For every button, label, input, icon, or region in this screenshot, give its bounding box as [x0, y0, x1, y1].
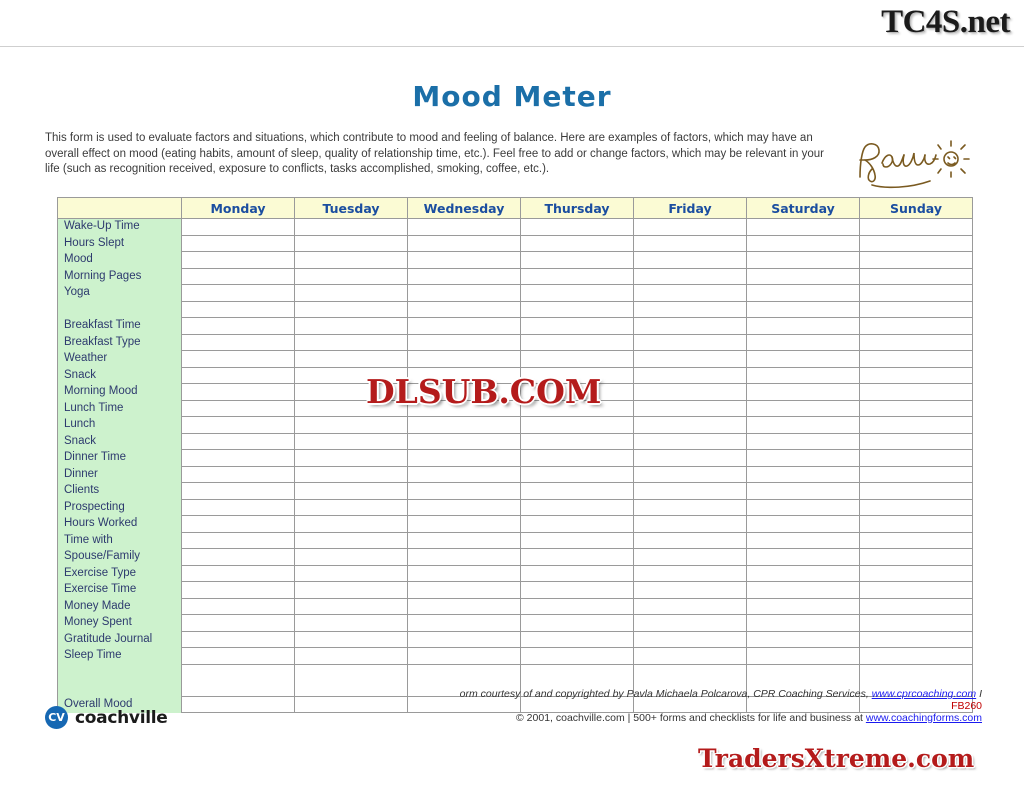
grid-cell[interactable] — [295, 301, 408, 318]
grid-cell[interactable] — [747, 615, 860, 632]
grid-cell[interactable] — [860, 499, 973, 516]
grid-cell[interactable] — [860, 648, 973, 665]
tradersxtreme-watermark: TradersXtreme.com — [698, 744, 975, 773]
grid-cell[interactable] — [408, 466, 521, 483]
grid-cell[interactable] — [747, 285, 860, 302]
grid-cell[interactable] — [860, 252, 973, 269]
grid-cell[interactable] — [747, 532, 860, 549]
row-label: Time with — [58, 532, 182, 549]
grid-cell[interactable] — [295, 235, 408, 252]
grid-cell[interactable] — [747, 301, 860, 318]
grid-cell[interactable] — [521, 516, 634, 533]
table-row — [58, 648, 973, 665]
grid-cell[interactable] — [521, 532, 634, 549]
column-header-sunday: Sunday — [860, 198, 973, 219]
grid-cell[interactable] — [634, 631, 747, 648]
grid-cell[interactable] — [182, 219, 295, 236]
grid-cell[interactable] — [860, 235, 973, 252]
grid-cell[interactable] — [182, 631, 295, 648]
grid-cell[interactable] — [408, 549, 521, 566]
grid-cell[interactable] — [408, 252, 521, 269]
grid-cell[interactable] — [408, 235, 521, 252]
grid-cell[interactable] — [634, 400, 747, 417]
table-head — [58, 198, 973, 219]
grid-cell[interactable] — [634, 268, 747, 285]
grid-cell[interactable] — [634, 433, 747, 450]
grid-cell[interactable] — [295, 417, 408, 434]
table-row — [58, 532, 973, 549]
row-label: Lunch Time — [58, 400, 182, 417]
grid-cell[interactable] — [634, 499, 747, 516]
table-row — [58, 252, 973, 269]
grid-cell[interactable] — [182, 400, 295, 417]
column-header-saturday: Saturday — [747, 198, 860, 219]
row-label: Dinner — [58, 466, 182, 483]
grid-cell[interactable] — [408, 615, 521, 632]
row-label: Sleep Time — [58, 648, 182, 665]
row-label: Snack — [58, 367, 182, 384]
grid-cell[interactable] — [860, 301, 973, 318]
grid-cell[interactable] — [634, 301, 747, 318]
copyright-line — [430, 712, 982, 724]
table-row — [58, 483, 973, 500]
grid-cell[interactable] — [521, 631, 634, 648]
row-label: Morning Pages — [58, 268, 182, 285]
grid-cell[interactable] — [634, 483, 747, 500]
grid-cell[interactable] — [182, 696, 295, 713]
grid-cell[interactable] — [634, 384, 747, 401]
grid-cell[interactable] — [634, 285, 747, 302]
column-header-friday: Friday — [634, 198, 747, 219]
credit-suffix: I — [976, 688, 982, 700]
grid-cell[interactable] — [295, 664, 408, 680]
grid-cell[interactable] — [747, 318, 860, 335]
grid-cell[interactable] — [408, 301, 521, 318]
row-label: Spouse/Family — [58, 549, 182, 566]
grid-cell[interactable] — [182, 648, 295, 665]
table-row — [58, 334, 973, 351]
grid-cell[interactable] — [747, 466, 860, 483]
grid-cell[interactable] — [634, 516, 747, 533]
grid-cell[interactable] — [747, 499, 860, 516]
grid-cell[interactable] — [295, 631, 408, 648]
grid-cell[interactable] — [295, 334, 408, 351]
table-row — [58, 235, 973, 252]
grid-cell[interactable] — [408, 219, 521, 236]
grid-cell[interactable] — [634, 615, 747, 632]
grid-cell[interactable] — [182, 598, 295, 615]
grid-cell[interactable] — [182, 615, 295, 632]
grid-cell[interactable] — [182, 549, 295, 566]
grid-cell[interactable] — [521, 417, 634, 434]
grid-cell[interactable] — [747, 664, 860, 680]
grid-cell[interactable] — [860, 664, 973, 680]
grid-cell[interactable] — [182, 680, 295, 696]
grid-cell[interactable] — [860, 433, 973, 450]
grid-cell[interactable] — [521, 235, 634, 252]
column-header-monday: Monday — [182, 198, 295, 219]
grid-cell[interactable] — [182, 301, 295, 318]
grid-cell[interactable] — [408, 433, 521, 450]
grid-cell[interactable] — [634, 450, 747, 467]
grid-cell[interactable] — [634, 417, 747, 434]
table-row — [58, 499, 973, 516]
grid-cell[interactable] — [182, 417, 295, 434]
grid-cell[interactable] — [747, 400, 860, 417]
grid-cell[interactable] — [747, 565, 860, 582]
grid-cell[interactable] — [521, 582, 634, 599]
form-code: FB260 — [951, 700, 982, 712]
grid-cell[interactable] — [408, 450, 521, 467]
grid-cell[interactable] — [182, 334, 295, 351]
grid-cell[interactable] — [521, 268, 634, 285]
row-label: Hours Slept — [58, 235, 182, 252]
table-row — [58, 664, 973, 680]
grid-cell[interactable] — [521, 483, 634, 500]
grid-cell[interactable] — [408, 483, 521, 500]
grid-cell[interactable] — [295, 532, 408, 549]
grid-cell[interactable] — [295, 351, 408, 368]
grid-cell[interactable] — [521, 664, 634, 680]
grid-cell[interactable] — [860, 631, 973, 648]
grid-cell[interactable] — [295, 680, 408, 696]
table-row — [58, 219, 973, 236]
grid-cell[interactable] — [408, 334, 521, 351]
grid-cell[interactable] — [295, 696, 408, 713]
grid-cell[interactable] — [521, 433, 634, 450]
grid-cell[interactable] — [747, 417, 860, 434]
grid-cell[interactable] — [747, 367, 860, 384]
grid-cell[interactable] — [408, 285, 521, 302]
grid-cell[interactable] — [860, 219, 973, 236]
page-title: Mood Meter — [412, 80, 612, 113]
grid-cell[interactable] — [295, 565, 408, 582]
grid-cell[interactable] — [295, 252, 408, 269]
row-label: Clients — [58, 483, 182, 500]
grid-cell[interactable] — [521, 285, 634, 302]
grid-cell[interactable] — [182, 499, 295, 516]
grid-cell[interactable] — [182, 433, 295, 450]
grid-cell[interactable] — [634, 648, 747, 665]
grid-cell[interactable] — [860, 483, 973, 500]
grid-cell[interactable] — [521, 219, 634, 236]
grid-cell[interactable] — [860, 516, 973, 533]
mood-meter-table — [57, 197, 973, 713]
grid-cell[interactable] — [634, 549, 747, 566]
grid-cell[interactable] — [634, 664, 747, 680]
grid-cell[interactable] — [521, 334, 634, 351]
grid-cell[interactable] — [408, 598, 521, 615]
grid-cell[interactable] — [860, 268, 973, 285]
grid-cell[interactable] — [860, 532, 973, 549]
row-label: Morning Mood — [58, 384, 182, 401]
grid-cell[interactable] — [521, 615, 634, 632]
grid-cell[interactable] — [747, 549, 860, 566]
table-row — [58, 516, 973, 533]
grid-cell[interactable] — [182, 582, 295, 599]
grid-cell[interactable] — [408, 351, 521, 368]
grid-cell[interactable] — [408, 582, 521, 599]
grid-cell[interactable] — [860, 466, 973, 483]
table-row — [58, 268, 973, 285]
table-row — [58, 433, 973, 450]
grid-cell[interactable] — [747, 219, 860, 236]
grid-cell[interactable] — [860, 384, 973, 401]
grid-cell[interactable] — [295, 516, 408, 533]
grid-cell[interactable] — [521, 466, 634, 483]
table-row — [58, 582, 973, 599]
row-label: Overall Mood — [58, 696, 182, 713]
grid-cell[interactable] — [182, 483, 295, 500]
grid-cell[interactable] — [182, 351, 295, 368]
grid-cell[interactable] — [182, 268, 295, 285]
grid-cell[interactable] — [182, 235, 295, 252]
grid-cell[interactable] — [408, 417, 521, 434]
grid-cell[interactable] — [634, 252, 747, 269]
row-label-spacer — [58, 301, 182, 318]
grid-cell[interactable] — [408, 648, 521, 665]
grid-cell[interactable] — [295, 483, 408, 500]
row-label: Lunch — [58, 417, 182, 434]
table-row — [58, 417, 973, 434]
grid-cell[interactable] — [521, 450, 634, 467]
grid-cell[interactable] — [182, 516, 295, 533]
grid-cell[interactable] — [747, 235, 860, 252]
grid-cell[interactable] — [295, 549, 408, 566]
grid-cell[interactable] — [295, 285, 408, 302]
table-row — [58, 285, 973, 302]
grid-cell[interactable] — [521, 549, 634, 566]
grid-cell[interactable] — [521, 351, 634, 368]
row-label: Yoga — [58, 285, 182, 302]
grid-cell[interactable] — [408, 268, 521, 285]
grid-cell[interactable] — [295, 648, 408, 665]
grid-cell[interactable] — [747, 582, 860, 599]
cprcoaching-link[interactable]: www.cprcoaching.com — [871, 688, 977, 700]
copyright-prefix: © 2001, coachville.com | 500+ forms and checklists for life and business at — [516, 712, 866, 724]
grid-cell[interactable] — [521, 565, 634, 582]
grid-cell[interactable] — [295, 450, 408, 467]
row-label: Prospecting — [58, 499, 182, 516]
row-label: Money Made — [58, 598, 182, 615]
grid-cell[interactable] — [634, 367, 747, 384]
row-label: Breakfast Time — [58, 318, 182, 335]
grid-cell[interactable] — [182, 384, 295, 401]
grid-cell[interactable] — [182, 466, 295, 483]
grid-cell[interactable] — [634, 565, 747, 582]
table-row — [58, 466, 973, 483]
grid-cell[interactable] — [747, 384, 860, 401]
grid-cell[interactable] — [747, 334, 860, 351]
row-label-spacer — [58, 680, 182, 696]
row-label: Exercise Time — [58, 582, 182, 599]
grid-cell[interactable] — [747, 351, 860, 368]
row-label: Weather — [58, 351, 182, 368]
row-label-spacer — [58, 664, 182, 680]
grid-cell[interactable] — [747, 252, 860, 269]
grid-cell[interactable] — [182, 367, 295, 384]
coachville-logo-mark: CV — [45, 706, 68, 729]
grid-cell[interactable] — [408, 631, 521, 648]
grid-cell[interactable] — [860, 400, 973, 417]
row-label: Breakfast Type — [58, 334, 182, 351]
grid-cell[interactable] — [860, 318, 973, 335]
grid-cell[interactable] — [182, 252, 295, 269]
table-row — [58, 631, 973, 648]
grid-cell[interactable] — [860, 367, 973, 384]
grid-cell[interactable] — [634, 219, 747, 236]
grid-cell[interactable] — [408, 499, 521, 516]
grid-cell[interactable] — [182, 318, 295, 335]
grid-cell[interactable] — [295, 582, 408, 599]
grid-cell[interactable] — [860, 450, 973, 467]
grid-cell[interactable] — [634, 334, 747, 351]
grid-cell[interactable] — [182, 285, 295, 302]
grid-cell[interactable] — [860, 417, 973, 434]
grid-cell[interactable] — [408, 516, 521, 533]
coachville-brand-name: coachville — [75, 707, 168, 728]
grid-cell[interactable] — [408, 664, 521, 680]
grid-cell[interactable] — [634, 318, 747, 335]
grid-cell[interactable] — [182, 450, 295, 467]
grid-cell[interactable] — [634, 466, 747, 483]
coachingforms-link[interactable]: www.coachingforms.com — [865, 712, 982, 724]
grid-cell[interactable] — [408, 532, 521, 549]
row-label: Exercise Type — [58, 565, 182, 582]
grid-cell[interactable] — [521, 301, 634, 318]
grid-cell[interactable] — [295, 268, 408, 285]
grid-cell[interactable] — [295, 598, 408, 615]
table-row — [58, 615, 973, 632]
tc4s-watermark: TC4S.net — [881, 4, 1010, 40]
grid-cell[interactable] — [521, 499, 634, 516]
grid-cell[interactable] — [521, 252, 634, 269]
intro-paragraph: This form is used to evaluate factors and situations, which contribute to mood and feeling of balance. Here are examples of factors, which may have an overall effect on mood (eating habits, amount of sleep, quality of relationship time, etc.). Feel free to add or change factors, which may be relevant in your life (such as recognition received, exposure to conflicts, tasks accomplished, smoking, coffee, etc.). — [45, 132, 825, 175]
grid-cell[interactable] — [408, 318, 521, 335]
grid-cell[interactable] — [747, 450, 860, 467]
table-row — [58, 450, 973, 467]
table-row — [58, 351, 973, 368]
grid-cell[interactable] — [747, 648, 860, 665]
credit-line — [430, 688, 982, 712]
grid-cell[interactable] — [295, 318, 408, 335]
grid-cell[interactable] — [860, 334, 973, 351]
grid-cell[interactable] — [634, 351, 747, 368]
grid-cell[interactable] — [634, 598, 747, 615]
coachville-brand — [45, 706, 168, 729]
grid-cell[interactable] — [860, 285, 973, 302]
grid-cell[interactable] — [182, 664, 295, 680]
table-body — [58, 219, 973, 713]
signature-svg — [852, 133, 982, 193]
credit-prefix: orm courtesy of and copyrighted by Pavla Michaela Polcarova, CPR Coaching Services, — [459, 688, 872, 700]
grid-cell[interactable] — [521, 598, 634, 615]
row-label: Dinner Time — [58, 450, 182, 467]
dlsub-watermark: DLSUB.COM — [366, 372, 602, 411]
grid-cell[interactable] — [521, 318, 634, 335]
grid-cell[interactable] — [634, 582, 747, 599]
grid-cell[interactable] — [747, 433, 860, 450]
grid-cell[interactable] — [860, 582, 973, 599]
grid-cell[interactable] — [747, 268, 860, 285]
row-label: Mood — [58, 252, 182, 269]
grid-cell[interactable] — [182, 565, 295, 582]
grid-cell[interactable] — [408, 565, 521, 582]
column-header-thursday: Thursday — [521, 198, 634, 219]
grid-cell[interactable] — [860, 549, 973, 566]
row-label: Hours Worked — [58, 516, 182, 533]
grid-cell[interactable] — [747, 631, 860, 648]
signature-graphic — [852, 133, 982, 193]
row-label: Wake-Up Time — [58, 219, 182, 236]
header-divider — [0, 46, 1024, 47]
grid-cell[interactable] — [295, 433, 408, 450]
row-label: Gratitude Journal — [58, 631, 182, 648]
row-label: Snack — [58, 433, 182, 450]
grid-cell[interactable] — [747, 598, 860, 615]
grid-cell[interactable] — [860, 598, 973, 615]
grid-cell[interactable] — [860, 615, 973, 632]
table-row — [58, 549, 973, 566]
grid-cell[interactable] — [295, 615, 408, 632]
grid-cell[interactable] — [521, 648, 634, 665]
grid-cell[interactable] — [295, 499, 408, 516]
table-header-row — [58, 198, 973, 219]
grid-cell[interactable] — [295, 466, 408, 483]
row-label: Money Spent — [58, 615, 182, 632]
column-header-wednesday: Wednesday — [408, 198, 521, 219]
table-row — [58, 318, 973, 335]
table-row — [58, 598, 973, 615]
table-row — [58, 565, 973, 582]
grid-cell[interactable] — [295, 219, 408, 236]
grid-cell[interactable] — [860, 351, 973, 368]
column-header-tuesday: Tuesday — [295, 198, 408, 219]
grid-cell[interactable] — [747, 483, 860, 500]
grid-cell[interactable] — [860, 565, 973, 582]
grid-cell[interactable] — [634, 235, 747, 252]
table-row — [58, 301, 973, 318]
grid-cell[interactable] — [182, 532, 295, 549]
grid-cell[interactable] — [747, 516, 860, 533]
grid-cell[interactable] — [634, 532, 747, 549]
table-corner-cell — [58, 198, 182, 219]
